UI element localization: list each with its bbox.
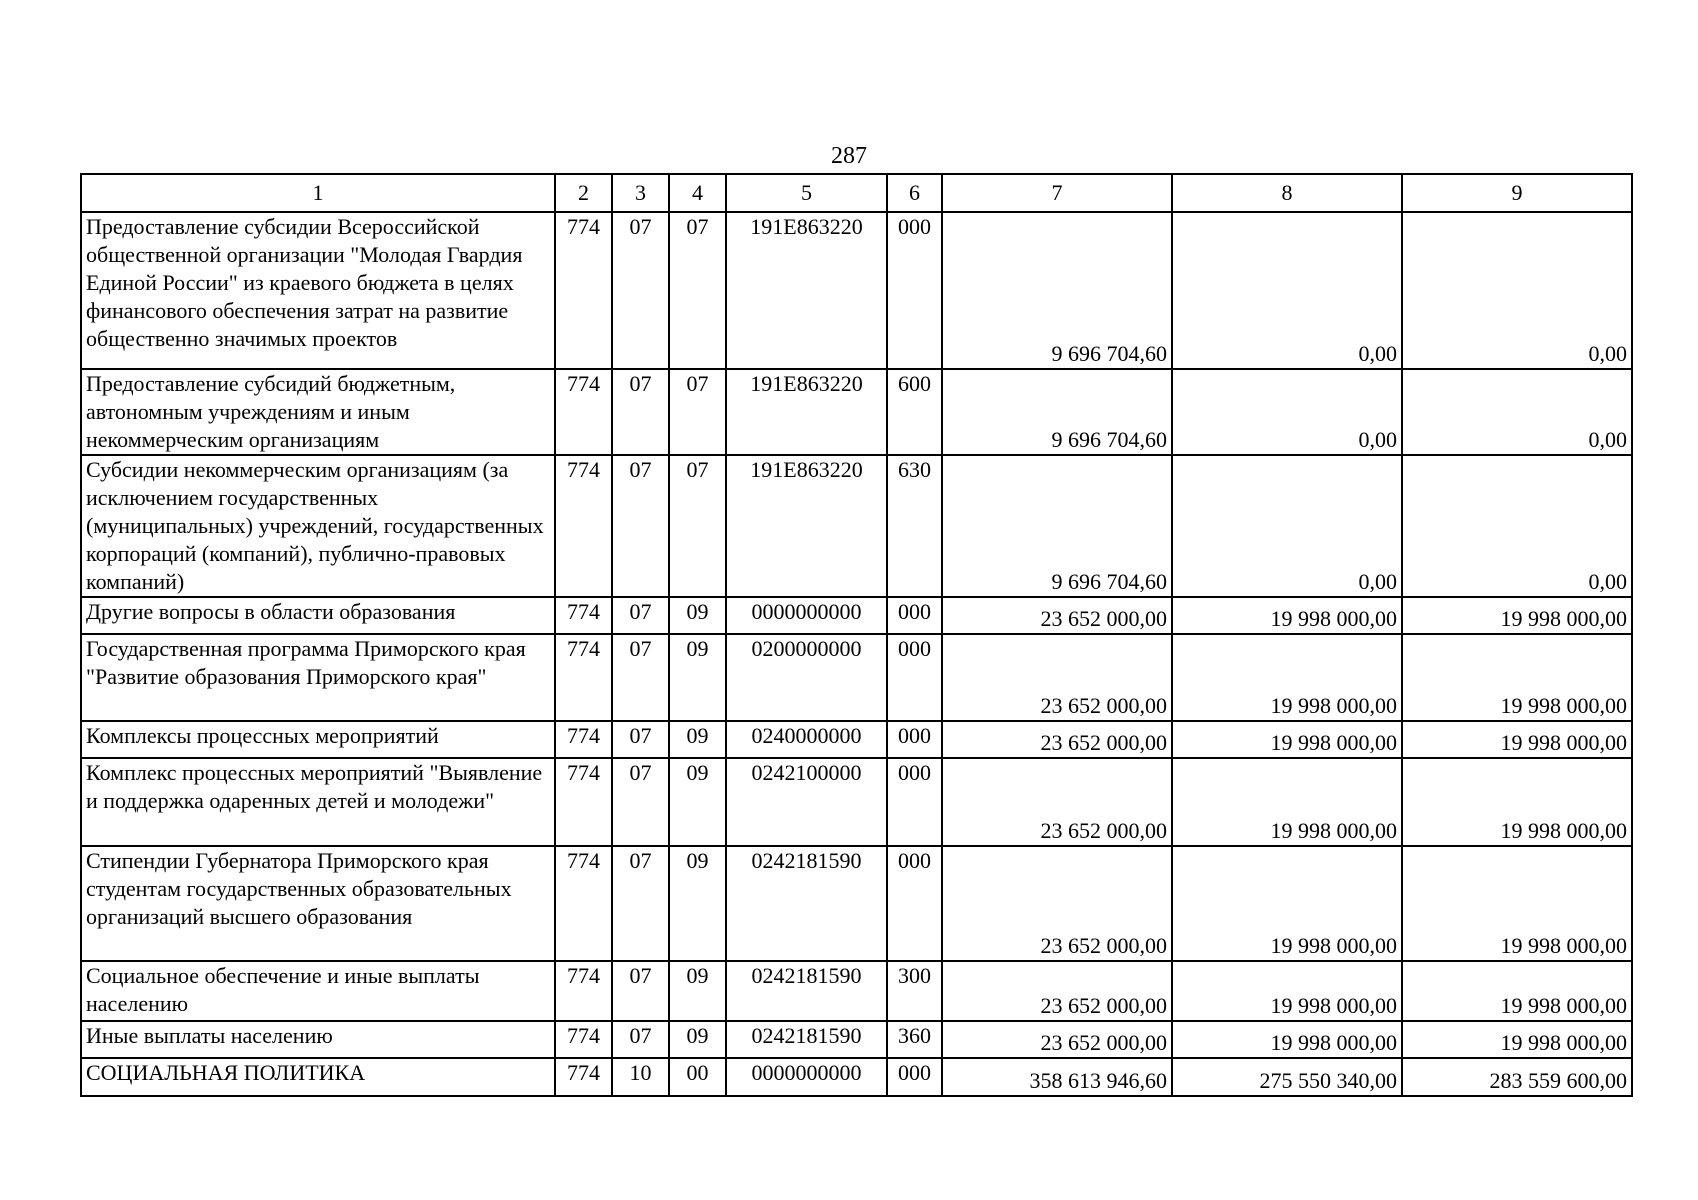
budget-table <box>80 173 1633 1097</box>
column-header: 7 <box>942 174 1172 212</box>
row-name: Иные выплаты населению <box>81 1021 555 1058</box>
cell-amount-9: 283 559 600,00 <box>1402 1058 1632 1096</box>
cell-code-3: 07 <box>612 634 669 721</box>
cell-code-5: 191E863220 <box>726 369 887 455</box>
cell-amount-8: 19 998 000,00 <box>1172 758 1402 846</box>
row-name: Предоставление субсидий бюджетным, автономным учреждениям и иным некоммерческим организациям <box>81 369 555 455</box>
cell-code-6: 000 <box>887 212 942 369</box>
cell-code-4: 09 <box>669 597 726 634</box>
column-header: 4 <box>669 174 726 212</box>
cell-code-6: 000 <box>887 758 942 846</box>
cell-code-3: 07 <box>612 846 669 961</box>
cell-code-3: 07 <box>612 721 669 758</box>
cell-amount-9: 19 998 000,00 <box>1402 634 1632 721</box>
cell-amount-7: 23 652 000,00 <box>942 1021 1172 1058</box>
cell-amount-9: 0,00 <box>1402 455 1632 597</box>
cell-amount-8: 0,00 <box>1172 455 1402 597</box>
table-row <box>81 212 1632 369</box>
cell-code-6: 300 <box>887 961 942 1021</box>
row-name: СОЦИАЛЬНАЯ ПОЛИТИКА <box>81 1058 555 1096</box>
cell-amount-7: 23 652 000,00 <box>942 597 1172 634</box>
column-header: 1 <box>81 174 555 212</box>
table-row <box>81 597 1632 634</box>
cell-code-6: 600 <box>887 369 942 455</box>
cell-amount-7: 23 652 000,00 <box>942 721 1172 758</box>
column-header: 8 <box>1172 174 1402 212</box>
cell-amount-9: 0,00 <box>1402 212 1632 369</box>
cell-code-5: 0000000000 <box>726 597 887 634</box>
table-row <box>81 455 1632 597</box>
cell-amount-8: 19 998 000,00 <box>1172 846 1402 961</box>
cell-code-2: 774 <box>555 634 612 721</box>
cell-code-3: 07 <box>612 369 669 455</box>
cell-code-5: 0242181590 <box>726 846 887 961</box>
cell-code-6: 000 <box>887 846 942 961</box>
cell-code-6: 000 <box>887 721 942 758</box>
column-header: 5 <box>726 174 887 212</box>
cell-code-2: 774 <box>555 212 612 369</box>
cell-code-4: 09 <box>669 721 726 758</box>
table-row <box>81 961 1632 1021</box>
cell-amount-9: 19 998 000,00 <box>1402 721 1632 758</box>
cell-code-6: 360 <box>887 1021 942 1058</box>
row-name: Предоставление субсидии Всероссийской общественной организации "Молодая Гвардия Единой России" из краевого бюджета в целях финансового обеспечения затрат на развитие общественно значимых проектов <box>81 212 555 369</box>
cell-amount-8: 0,00 <box>1172 212 1402 369</box>
column-header: 3 <box>612 174 669 212</box>
cell-amount-9: 19 998 000,00 <box>1402 961 1632 1021</box>
cell-amount-8: 19 998 000,00 <box>1172 1021 1402 1058</box>
cell-amount-8: 275 550 340,00 <box>1172 1058 1402 1096</box>
table-header-row <box>81 174 1632 212</box>
cell-code-4: 09 <box>669 1021 726 1058</box>
cell-amount-9: 19 998 000,00 <box>1402 758 1632 846</box>
cell-code-5: 0240000000 <box>726 721 887 758</box>
cell-amount-7: 23 652 000,00 <box>942 634 1172 721</box>
cell-code-5: 0000000000 <box>726 1058 887 1096</box>
table-row <box>81 1058 1632 1096</box>
row-name: Комплексы процессных мероприятий <box>81 721 555 758</box>
cell-amount-7: 9 696 704,60 <box>942 455 1172 597</box>
row-name: Стипендии Губернатора Приморского края студентам государственных образовательных организаций высшего образования <box>81 846 555 961</box>
cell-code-4: 09 <box>669 961 726 1021</box>
cell-code-3: 10 <box>612 1058 669 1096</box>
cell-code-4: 07 <box>669 455 726 597</box>
cell-amount-7: 23 652 000,00 <box>942 961 1172 1021</box>
cell-amount-7: 23 652 000,00 <box>942 758 1172 846</box>
cell-code-6: 630 <box>887 455 942 597</box>
cell-code-3: 07 <box>612 961 669 1021</box>
page-number: 287 <box>831 143 867 169</box>
cell-code-5: 0242100000 <box>726 758 887 846</box>
cell-amount-9: 19 998 000,00 <box>1402 1021 1632 1058</box>
cell-code-4: 09 <box>669 758 726 846</box>
cell-code-2: 774 <box>555 455 612 597</box>
cell-amount-9: 0,00 <box>1402 369 1632 455</box>
table-row <box>81 1021 1632 1058</box>
row-name: Субсидии некоммерческим организациям (за исключением государственных (муниципальных) учреждений, государственных корпораций (компаний), публично-правовых компаний) <box>81 455 555 597</box>
row-name: Государственная программа Приморского края "Развитие образования Приморского края" <box>81 634 555 721</box>
cell-code-6: 000 <box>887 1058 942 1096</box>
cell-amount-7: 9 696 704,60 <box>942 369 1172 455</box>
table-row <box>81 634 1632 721</box>
cell-code-5: 0242181590 <box>726 961 887 1021</box>
cell-amount-9: 19 998 000,00 <box>1402 597 1632 634</box>
cell-code-2: 774 <box>555 758 612 846</box>
table-row <box>81 846 1632 961</box>
cell-code-4: 07 <box>669 212 726 369</box>
cell-code-4: 00 <box>669 1058 726 1096</box>
table-row <box>81 721 1632 758</box>
cell-amount-7: 9 696 704,60 <box>942 212 1172 369</box>
cell-amount-9: 19 998 000,00 <box>1402 846 1632 961</box>
cell-code-3: 07 <box>612 212 669 369</box>
cell-code-2: 774 <box>555 721 612 758</box>
cell-code-2: 774 <box>555 597 612 634</box>
cell-amount-8: 0,00 <box>1172 369 1402 455</box>
cell-code-2: 774 <box>555 846 612 961</box>
cell-amount-8: 19 998 000,00 <box>1172 634 1402 721</box>
table-row <box>81 369 1632 455</box>
row-name: Социальное обеспечение и иные выплаты населению <box>81 961 555 1021</box>
cell-code-6: 000 <box>887 634 942 721</box>
row-name: Другие вопросы в области образования <box>81 597 555 634</box>
cell-code-4: 09 <box>669 846 726 961</box>
cell-code-5: 191E863220 <box>726 212 887 369</box>
cell-code-2: 774 <box>555 369 612 455</box>
cell-amount-8: 19 998 000,00 <box>1172 721 1402 758</box>
cell-code-3: 07 <box>612 455 669 597</box>
cell-code-2: 774 <box>555 1021 612 1058</box>
cell-code-2: 774 <box>555 1058 612 1096</box>
cell-code-5: 0200000000 <box>726 634 887 721</box>
cell-code-3: 07 <box>612 758 669 846</box>
row-name: Комплекс процессных мероприятий "Выявление и поддержка одаренных детей и молодежи" <box>81 758 555 846</box>
cell-code-4: 09 <box>669 634 726 721</box>
cell-code-6: 000 <box>887 597 942 634</box>
cell-amount-7: 358 613 946,60 <box>942 1058 1172 1096</box>
column-header: 9 <box>1402 174 1632 212</box>
cell-code-3: 07 <box>612 1021 669 1058</box>
cell-amount-8: 19 998 000,00 <box>1172 597 1402 634</box>
cell-code-2: 774 <box>555 961 612 1021</box>
cell-code-5: 191E863220 <box>726 455 887 597</box>
cell-code-4: 07 <box>669 369 726 455</box>
cell-code-5: 0242181590 <box>726 1021 887 1058</box>
cell-amount-8: 19 998 000,00 <box>1172 961 1402 1021</box>
table-row <box>81 758 1632 846</box>
column-header: 6 <box>887 174 942 212</box>
cell-amount-7: 23 652 000,00 <box>942 846 1172 961</box>
cell-code-3: 07 <box>612 597 669 634</box>
column-header: 2 <box>555 174 612 212</box>
